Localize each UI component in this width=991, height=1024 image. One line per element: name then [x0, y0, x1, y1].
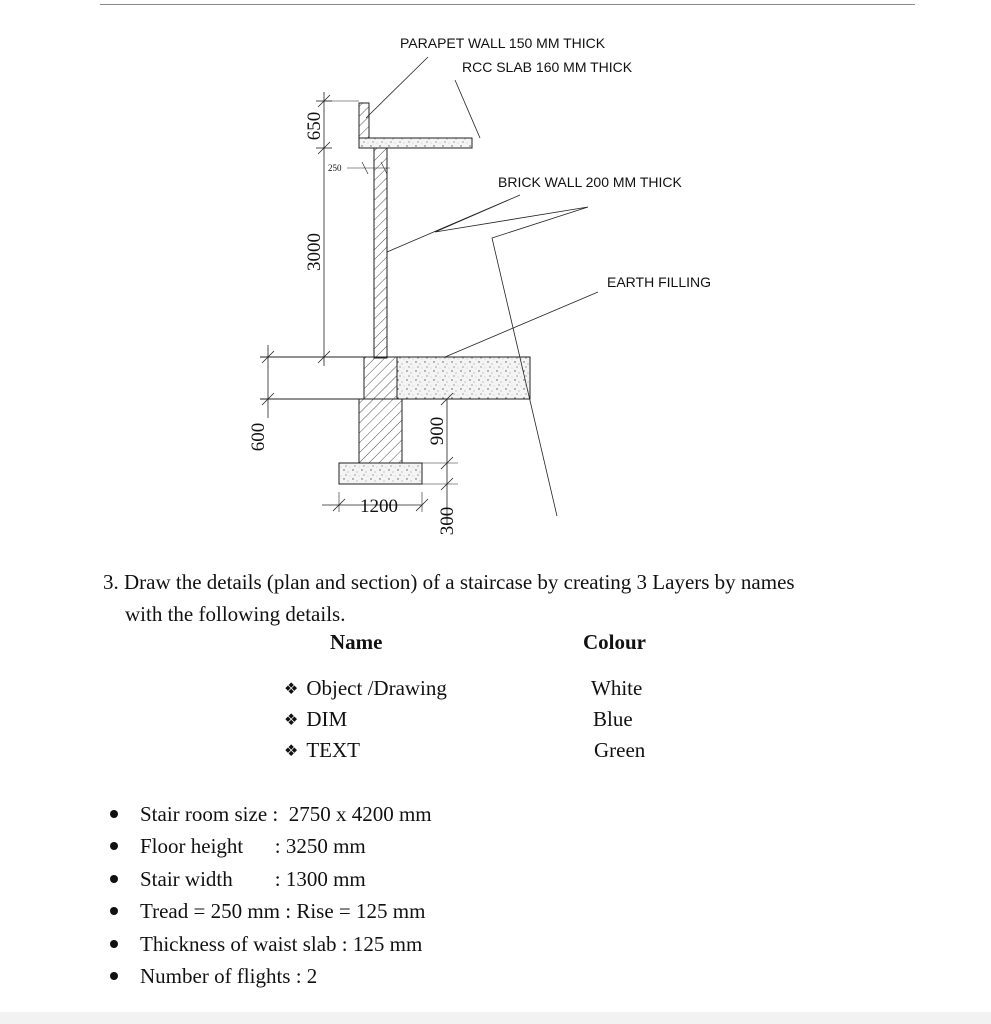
dim-650: 650: [304, 111, 325, 141]
foundation-wall: [359, 399, 402, 463]
layer-colour: White: [591, 676, 643, 700]
parapet-wall-label: PARAPET WALL 150 MM THICK: [400, 35, 606, 51]
rcc-slab-label: RCC SLAB 160 MM THICK: [462, 59, 633, 75]
dim-3000: 3000: [304, 233, 325, 271]
dim-900: 900: [427, 416, 448, 446]
layer-row: [284, 707, 347, 732]
parapet-wall: [359, 103, 369, 138]
layer-colour: Blue: [593, 707, 633, 731]
earth-filling-label: EARTH FILLING: [607, 274, 711, 290]
plinth-wall: [364, 357, 397, 399]
diamond-bullet-icon: ❖: [284, 710, 299, 729]
floor-filling-block: [397, 357, 530, 399]
list-item: Thickness of waist slab : 125 mm: [110, 928, 432, 960]
list-item: Tread = 250 mm : Rise = 125 mm: [110, 895, 432, 927]
dim-250: 250: [328, 163, 342, 173]
question-line-2: with the following details.: [125, 602, 346, 626]
diamond-bullet-icon: ❖: [284, 679, 299, 698]
bullet-dot-icon: [110, 875, 118, 883]
concrete-footing: [339, 463, 422, 484]
list-item: Stair room size : 2750 x 4200 mm: [110, 798, 432, 830]
brick-wall-label: BRICK WALL 200 MM THICK: [498, 174, 682, 190]
layer-row: [284, 738, 360, 763]
layer-name: DIM: [306, 707, 348, 731]
name-column-header: Name: [330, 630, 383, 654]
dim-1200: 1200: [360, 496, 398, 517]
dim-600: 600: [248, 422, 269, 452]
dim-300: 300: [437, 506, 458, 536]
bullet-dot-icon: [110, 940, 118, 948]
list-item: Floor height : 3250 mm: [110, 830, 432, 862]
question-line-1: 3. Draw the details (plan and section) of a staircase by creating 3 Layers by names: [103, 570, 795, 594]
bullet-dot-icon: [110, 842, 118, 850]
brick-wall: [374, 148, 387, 358]
list-item: Stair width : 1300 mm: [110, 863, 432, 895]
bullet-dot-icon: [110, 972, 118, 980]
layer-name: Object /Drawing: [306, 676, 447, 700]
list-item: Number of flights : 2: [110, 960, 432, 992]
layer-row: [284, 676, 447, 701]
page-bottom-band: [0, 1012, 991, 1024]
layer-name: TEXT: [306, 738, 360, 762]
rcc-slab: [359, 138, 472, 148]
colour-column-header: Colour: [583, 630, 646, 654]
bullet-dot-icon: [110, 907, 118, 915]
question-text: [103, 566, 795, 630]
diamond-bullet-icon: ❖: [284, 741, 299, 760]
bullet-dot-icon: [110, 810, 118, 818]
staircase-details-list: [110, 798, 432, 992]
layer-colour: Green: [594, 738, 646, 762]
